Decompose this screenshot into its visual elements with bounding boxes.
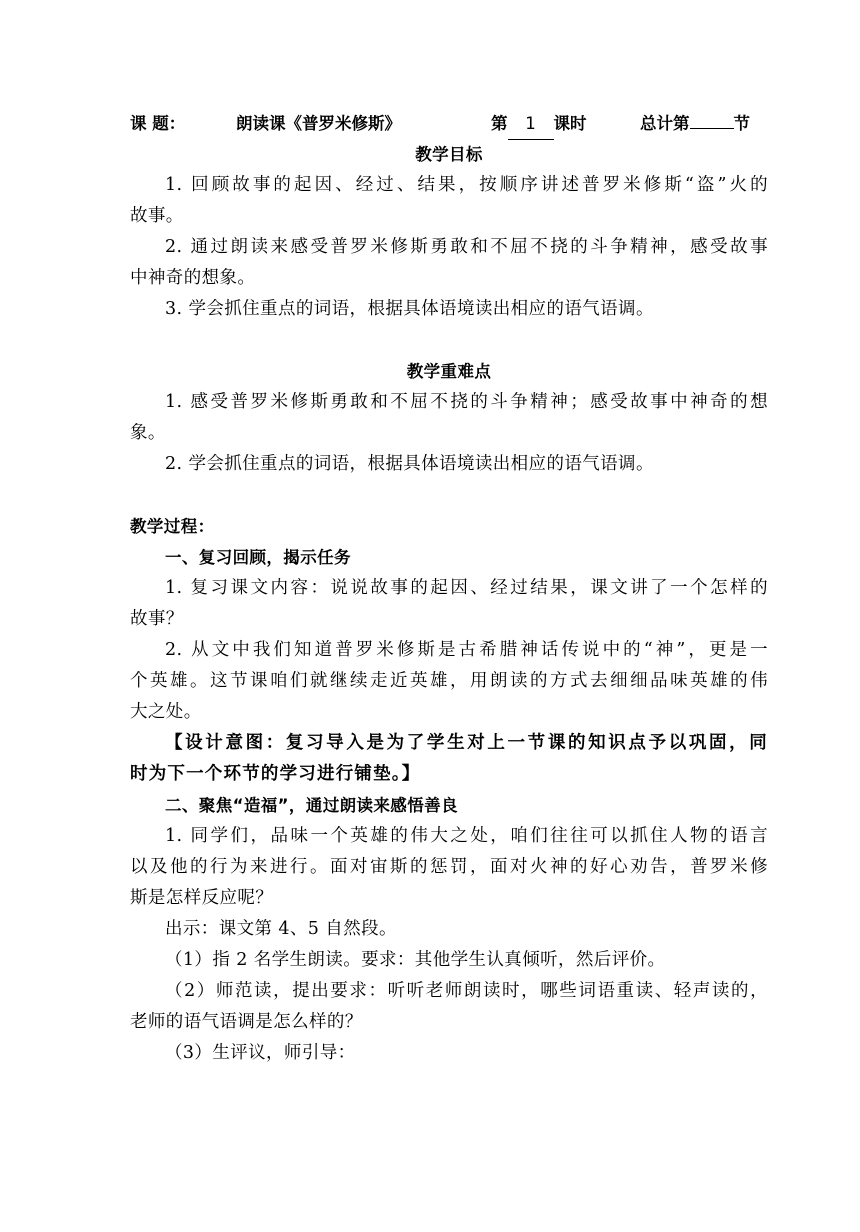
design-note-line: 【设计意图：复习导入是为了学生对上一节课的知识点予以巩固，同 <box>165 733 768 753</box>
key-point-line: 2. 学会抓住重点的词语，根据具体语境读出相应的语气语调。 <box>165 454 654 474</box>
section1-line: 大之处。 <box>130 702 202 722</box>
total-number <box>690 128 734 129</box>
section2-line: （3）生评议，师引导： <box>165 1043 356 1063</box>
document-content <box>130 108 768 1069</box>
section1-line: 2. 从文中我们知道普罗米修斯是古希腊神话传说中的“神”，更是一 <box>165 640 768 660</box>
section2-line: 斯是怎样反应呢？ <box>130 888 274 908</box>
section1-title: 一、复习回顾，揭示任务 <box>165 548 351 567</box>
lesson-number: 1 <box>508 108 554 140</box>
topic-label: 课 题： <box>130 114 186 133</box>
section2-line: 1. 同学们，品味一个英雄的伟大之处，咱们往往可以抓住人物的语言 <box>165 826 768 846</box>
section2-line: 老师的语气语调是怎么样的？ <box>130 1012 363 1032</box>
total-prefix-label: 总计第 <box>640 114 690 133</box>
lesson-period <box>491 108 587 140</box>
key-point-line: 1. 感受普罗米修斯勇敢和不屈不挠的斗争精神；感受故事中神奇的想 <box>165 392 768 412</box>
objectives-title: 教学目标 <box>415 145 483 164</box>
section1-line: 个英雄。这节课咱们就继续走近英雄，用朗读的方式去细细品味英雄的伟 <box>130 671 768 691</box>
key-point-line: 象。 <box>130 423 166 443</box>
section2-line: （2）师范读，提出要求：听听老师朗读时，哪些词语重读、轻声读的， <box>165 981 768 1001</box>
lesson-prefix-label: 第 <box>491 114 508 133</box>
lesson-suffix-label: 课时 <box>553 114 587 133</box>
section2-line: 出示：课文第 4、5 自然段。 <box>165 919 397 939</box>
lesson-topic: 朗读课《普罗米修斯》 <box>236 114 401 133</box>
process-title: 教学过程： <box>130 517 215 536</box>
total-period <box>640 108 750 139</box>
objective-line: 2. 通过朗读来感受普罗米修斯勇敢和不屈不挠的斗争精神，感受故事 <box>165 237 768 257</box>
section1-line: 1. 复习课文内容：说说故事的起因、经过结果，课文讲了一个怎样的 <box>165 578 768 598</box>
key-points-title: 教学重难点 <box>406 362 492 381</box>
section1-line: 故事？ <box>130 609 184 629</box>
section2-title: 二、聚焦“造福”，通过朗读来感悟善良 <box>165 796 458 815</box>
objective-line: 中神奇的想象。 <box>130 268 256 288</box>
objective-line: 1. 回顾故事的起因、经过、结果，按顺序讲述普罗米修斯“盗”火的 <box>165 175 768 195</box>
design-note-line: 时为下一个环节的学习进行铺垫。】 <box>130 764 421 784</box>
total-suffix-label: 节 <box>733 114 750 133</box>
section2-line: （1）指 2 名学生朗读。要求：其他学生认真倾听，然后评价。 <box>165 950 666 970</box>
lesson-header <box>130 108 768 139</box>
section2-line: 以及他的行为来进行。面对宙斯的惩罚，面对火神的好心劝告，普罗米修 <box>130 857 768 877</box>
objective-line: 3. 学会抓住重点的词语，根据具体语境读出相应的语气语调。 <box>165 299 654 319</box>
objective-line: 故事。 <box>130 206 184 226</box>
